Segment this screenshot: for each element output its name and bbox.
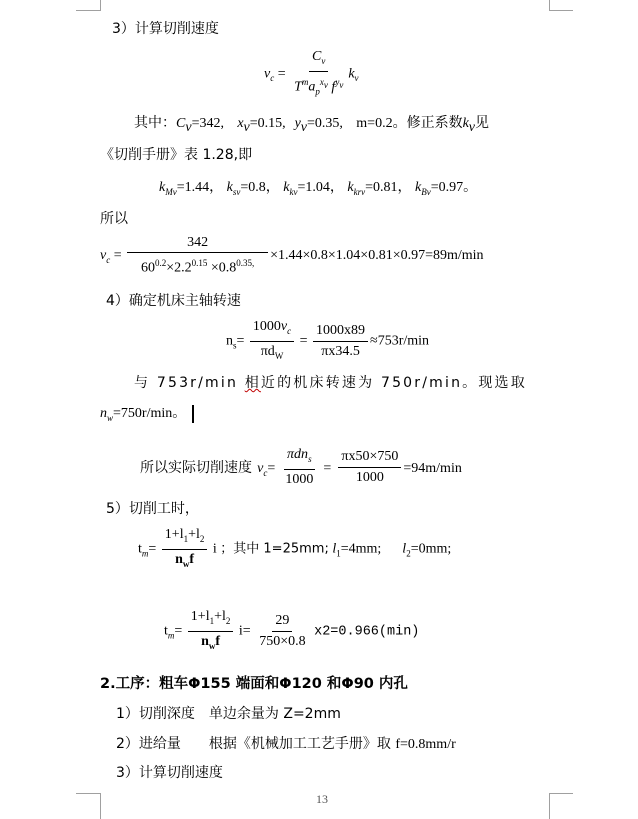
step-feed-rate: 2）进给量 根据《机械加工工艺手册》取 f=0.8mm/r xyxy=(116,736,456,752)
formula-fraction: $\frac{C_v}{T^ma_p^{x_v} f^{y_v}}$ xyxy=(294,49,344,97)
speed-selection-paragraph: 与 753r/min 相近的机床转速为 750r/min。现选取 xyxy=(134,375,527,391)
text-cursor xyxy=(192,405,194,423)
formula-fraction: $\frac{\pi x50\times 750}{1000}$ xyxy=(338,448,401,487)
correction-coefficients xyxy=(159,176,477,197)
step-cutting-speed: 3）计算切削速度 xyxy=(116,765,223,781)
section-heading-cutting-time: 5）切削工时， xyxy=(106,501,199,517)
crop-mark-bottom-right-h xyxy=(549,793,573,794)
formula-fraction: $\frac{1000v_c}{\pi d_W}$ xyxy=(250,318,294,365)
formula-fraction: $\frac{29}{750\times 0.8}$ xyxy=(259,612,306,649)
reference-handbook-line: 《切削手册》表 1.28,即 xyxy=(100,147,253,163)
page-number: 13 xyxy=(316,792,328,806)
formula-cutting-time: $t_m=$ $\frac{1+l_1+l_2}{n_wf}$ i ；其中 1=25mm; $l_1=4mm$; $l_2=0mm$; xyxy=(138,526,451,573)
coeff-kbv: $k_{Bv}=0.97$。 xyxy=(415,180,478,197)
coeff-ksv: $k_{sv}=0.8$， xyxy=(226,180,280,197)
step-cut-depth: 1）切削深度 单边余量为 Z=2mm xyxy=(116,706,341,722)
crop-mark-top-right-v xyxy=(549,0,550,11)
coeff-kmv: $k_{Mv}=1.44$， xyxy=(159,180,224,197)
crop-mark-top-left-h xyxy=(76,10,100,11)
crop-mark-top-right-h xyxy=(549,10,573,11)
formula-cutting-time-result: $t_m=$ $\frac{1+l_1+l_2}{n_wf}$ i= $\frac{29}{750\times 0.8}$ x2=0.966(min) xyxy=(164,608,419,655)
coeff-kkrv: $k_{krv}=0.81$， xyxy=(347,180,412,197)
formula-fraction: $\frac{1+l_1+l_2}{n_wf}$ xyxy=(188,608,234,655)
formula-cutting-speed: $v_c$ = $\frac{C_v}{T^ma_p^{x_v} f^{y_v}}$ $k_v$ xyxy=(264,48,359,100)
crop-mark-bottom-right-v xyxy=(549,793,550,819)
crop-mark-bottom-left-v xyxy=(100,793,101,819)
formula-fraction: $\frac{1+l_1+l_2}{n_wf}$ xyxy=(162,526,208,573)
selected-speed-line: $n_w=750r/\min$。 xyxy=(100,402,194,423)
section-heading-cutting-speed: 3）计算切削速度 xyxy=(112,21,219,37)
formula-actual-cutting-speed: 所以实际切削速度 $v_c=$ $\frac{\pi dn_s}{1000}$ = $\frac{\pi x50\times 750}{1000}$ =94m/min xyxy=(140,447,462,487)
crop-mark-bottom-left-h xyxy=(76,793,100,794)
section-heading-spindle-speed: 4）确定机床主轴转速 xyxy=(106,293,241,309)
therefore-text: 所以 xyxy=(100,211,128,227)
formula-fraction: $\frac{342}{60^{0.2}\times 2.2^{0.15} \times 0.8^{0.35,}}$ xyxy=(127,234,268,278)
formula-cutting-speed-result: $v_c$ = $\frac{342}{60^{0.2}\times 2.2^{0.15} \times 0.8^{0.35,}}$ ×1.44×0.8×1.04×0.81×0.97=89m/min xyxy=(100,235,484,276)
coeff-kkv: $k_{kv}=1.04$， xyxy=(283,180,344,197)
formula-fraction: $\frac{\pi dn_s}{1000}$ xyxy=(285,447,314,487)
formula-fraction: $\frac{1000x89}{\pi x34.5}$ xyxy=(313,322,368,361)
formula-spindle-speed: $n_s=$ $\frac{1000v_c}{\pi d_W}$ = $\frac{1000x89}{\pi x34.5}$ ≈753r/min xyxy=(226,318,429,365)
parameters-line: 其中：$C_v=342$, $x_v=0.15$, $y_v=0.35$, m=0.2。修正系数$k_v$见 xyxy=(134,115,490,135)
section-heading-process-2: 2.工序：粗车Φ155 端面和Φ120 和Φ90 内孔 xyxy=(100,676,408,692)
crop-mark-top-left-v xyxy=(100,0,101,11)
